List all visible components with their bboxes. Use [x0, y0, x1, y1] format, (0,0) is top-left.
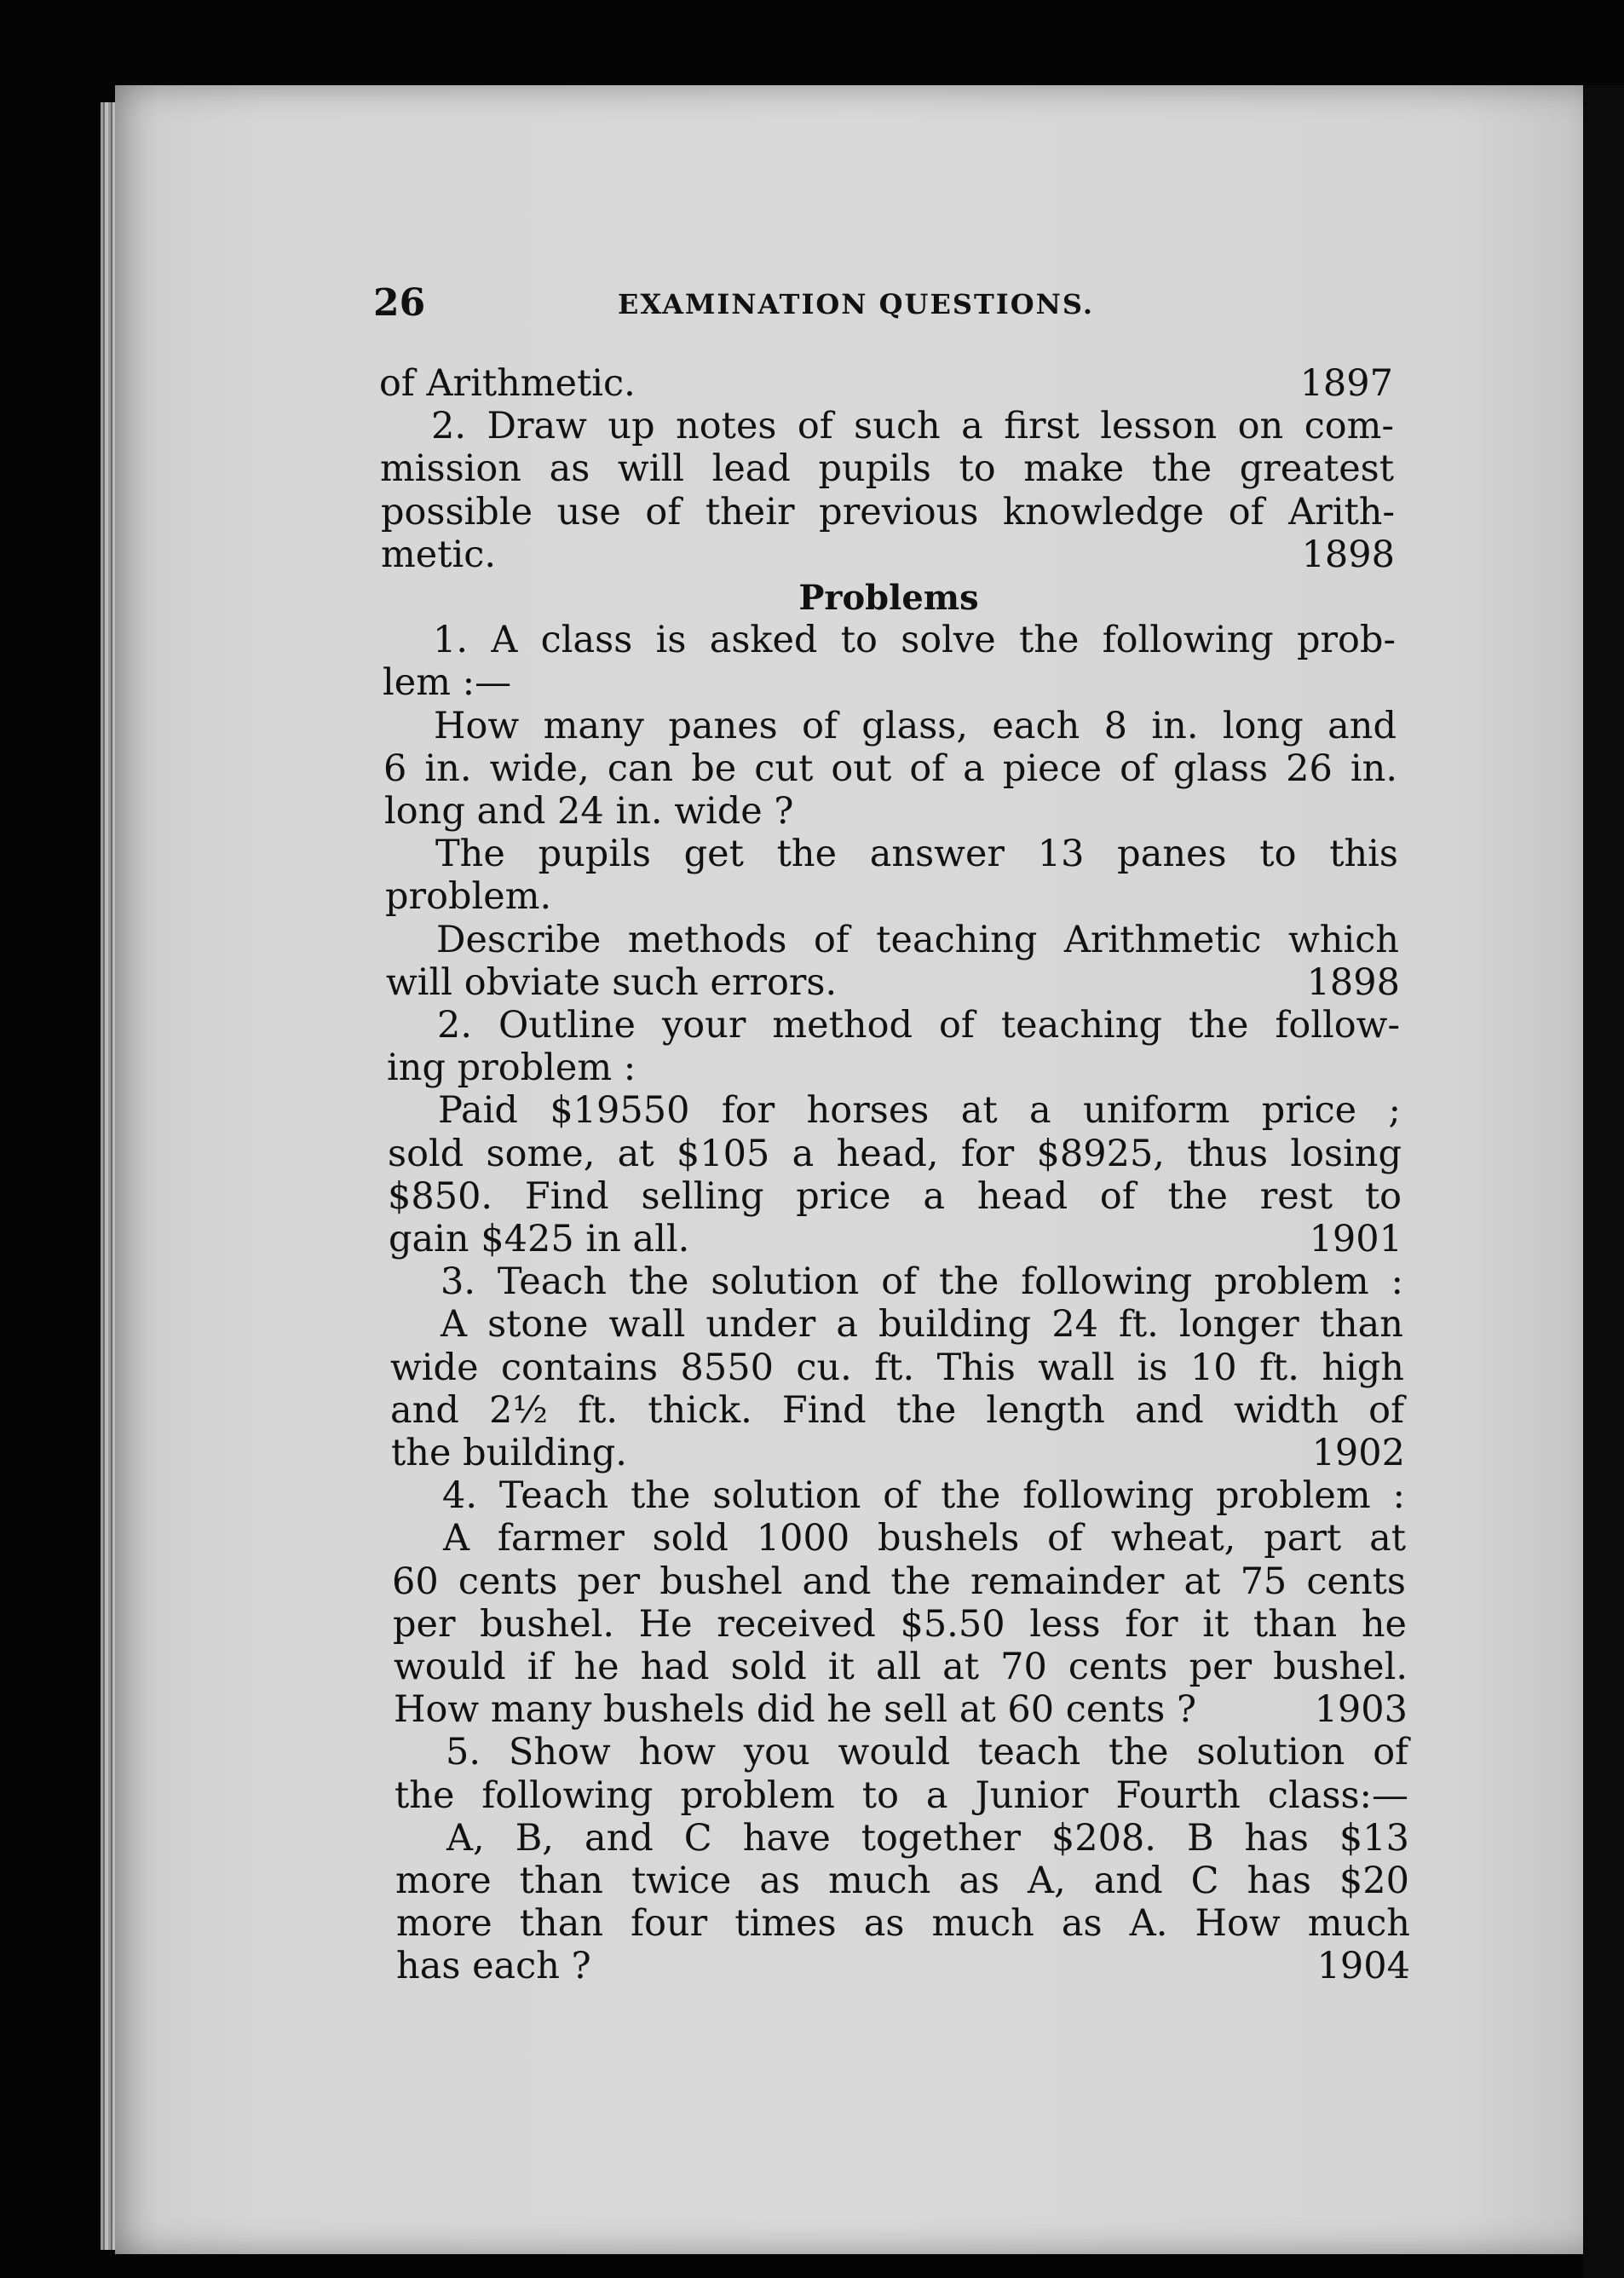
text-line	[390, 1389, 1404, 1432]
line-text: wide contains 8550 cu. ft. This wall is 10 ft. high	[390, 1346, 1404, 1389]
line-text: A stone wall under a building 24 ft. longer than	[441, 1303, 1403, 1347]
text-line	[391, 1432, 1405, 1474]
text-line	[394, 1774, 1408, 1817]
text-line	[381, 491, 1395, 533]
line-text: gain $425 in all.	[389, 1218, 690, 1260]
text-line	[387, 1047, 1401, 1089]
year-label: 1898	[1301, 533, 1395, 576]
text-line	[385, 919, 1399, 961]
line-text: 60 cents per bushel and the remainder at 75 cents	[392, 1560, 1406, 1603]
section-heading: Problems	[798, 578, 979, 618]
text-line	[386, 961, 1400, 1004]
text-line	[384, 833, 1398, 875]
text-line	[391, 1474, 1405, 1517]
text-line	[386, 1004, 1400, 1047]
text-line	[389, 1260, 1403, 1303]
year-label: 1902	[1311, 1432, 1405, 1474]
line-text: possible use of their previous knowledge of Arith-	[381, 490, 1395, 533]
line-text: problem.	[385, 875, 552, 919]
line-text: would if he had sold it all at 70 cents per bushel.	[394, 1646, 1408, 1688]
line-text: and 2½ ft. thick. Find the length and width of	[390, 1388, 1404, 1432]
text-line	[385, 875, 1399, 918]
text-line	[380, 447, 1394, 490]
text-line	[389, 1218, 1402, 1260]
text-line	[383, 705, 1397, 747]
text-line	[383, 661, 1397, 704]
running-title: EXAMINATION QUESTIONS.	[618, 288, 1094, 320]
text-line	[394, 1731, 1408, 1773]
text-line	[384, 790, 1398, 833]
line-text: will obviate such errors.	[386, 960, 838, 1004]
line-text: metic.	[381, 533, 497, 576]
line-text: How many panes of glass, each 8 in. long and	[434, 704, 1397, 747]
year-label: 1897	[1299, 362, 1393, 405]
text-line	[396, 1902, 1410, 1945]
line-text: the building.	[391, 1432, 627, 1474]
text-line	[382, 619, 1396, 661]
year-label: 1901	[1309, 1218, 1402, 1260]
text-line	[381, 533, 1395, 576]
text-line	[395, 1860, 1409, 1902]
text-line	[380, 405, 1394, 447]
text-line	[388, 1175, 1402, 1218]
line-text: Describe methods of teaching Arithmetic which	[436, 918, 1399, 961]
line-text: ing problem :	[387, 1047, 636, 1090]
text-line	[388, 1133, 1402, 1175]
right-shadow	[1583, 85, 1624, 2278]
line-text: How many bushels did he sell at 60 cents ?	[394, 1688, 1197, 1732]
text-line	[379, 362, 1393, 405]
line-text: more than four times as much as A. How much	[396, 1902, 1410, 1946]
line-text: 1. A class is asked to solve the following prob-	[433, 619, 1396, 662]
line-text: 3. Teach the solution of the following problem :	[441, 1260, 1403, 1304]
text-line	[387, 1089, 1401, 1132]
year-label: 1898	[1306, 960, 1400, 1004]
line-text: has each ?	[396, 1945, 591, 1988]
line-text: the following problem to a Junior Fourth class:—	[394, 1773, 1408, 1817]
line-text: of Arithmetic.	[379, 362, 636, 405]
text-line	[394, 1646, 1408, 1688]
line-text: per bushel. He received $5.50 less for it than he	[393, 1602, 1407, 1646]
text-line	[393, 1603, 1407, 1646]
line-text: 6 in. wide, can be cut out of a piece of glass 26 in.	[383, 747, 1397, 790]
line-text: $850. Find selling price a head of the rest to	[388, 1174, 1402, 1218]
text-line	[383, 747, 1397, 790]
text-line	[394, 1688, 1408, 1731]
text-line	[395, 1817, 1409, 1860]
page-number: 26	[373, 281, 426, 325]
year-label: 1904	[1316, 1945, 1410, 1988]
line-text: sold some, at $105 a head, for $8925, thus losing	[388, 1132, 1402, 1175]
line-text: 2. Outline your method of teaching the follow-	[437, 1004, 1400, 1047]
text-line	[392, 1560, 1406, 1603]
text-line	[390, 1347, 1404, 1389]
line-text: 4. Teach the solution of the following problem :	[442, 1474, 1405, 1518]
text-line	[392, 1517, 1406, 1560]
line-text: 5. Show how you would teach the solution of	[446, 1731, 1408, 1774]
text-line	[382, 576, 1396, 619]
line-text: A, B, and C have together $208. B has $13	[446, 1816, 1409, 1860]
line-text: more than twice as much as A, and C has $20	[395, 1860, 1409, 1902]
line-text: mission as will lead pupils to make the greatest	[380, 447, 1394, 491]
text-line	[396, 1945, 1410, 1987]
line-text: lem :—	[383, 661, 512, 705]
line-text: 2. Draw up notes of such a first lesson on com-	[431, 405, 1394, 448]
line-text: A farmer sold 1000 bushels of wheat, part at	[443, 1517, 1406, 1560]
line-text: The pupils get the answer 13 panes to this	[435, 833, 1398, 876]
year-label: 1903	[1314, 1688, 1408, 1732]
text-line	[389, 1303, 1403, 1346]
line-text: Paid $19550 for horses at a uniform price ;	[438, 1089, 1401, 1133]
line-text: long and 24 in. wide ?	[384, 790, 794, 833]
